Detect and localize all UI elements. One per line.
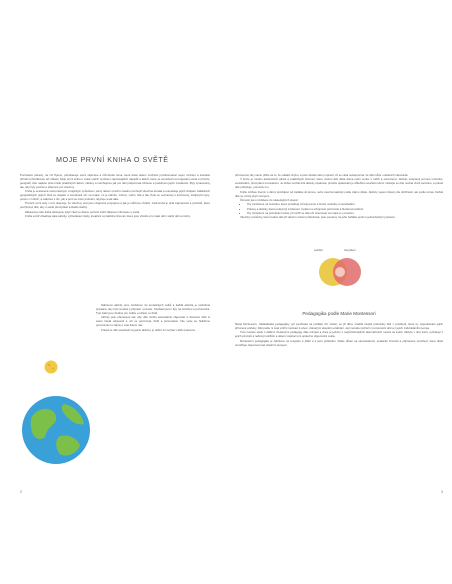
paragraph: Maria Montessori, zakladatelka pedagogiky, jež používala na počátku 20. století, se již dříve snažila zlepšit podmínky dětí v prostředí, které by respektovalo jejich přirozené potřeby. Děti podle ní mají vnitřní motivaci k učení, dokud jim dospělí nezabrání. Její metoda vychází z pozorování dětí a z jejich individuálního tempa. [235,323,443,330]
venn-circles [316,255,364,289]
paragraph: přirozenost, aby samo přišlo na to, že udělalo chybu, a poté zkusilo sám ji opravit. Ať se však nezapomíná, že dítě může i ostatních nápověda. [235,174,409,177]
list-item: • Pokusy a aktivity, které podporují zvídavost, myšlení a schopnost pozorovat a hledat souvislosti. [247,208,443,212]
paragraph: Zábavná je tato kniha dostupná, když cílem je dětem pomoct tvořit zábavné informace o světě. [25,210,141,214]
list-item: • Hry zaměřené na motoriku, které pomáhají rozvoji jemné a hrubé motoriky a soustředění. [247,203,443,207]
bullets-intro: Činnosti jsou rozdělené do následujících skupin: [240,198,299,202]
paragraph: Kniha je sestavena srozumitelným a logickým způsobem, který dětem umožní snadno pochopit všechna témata a respektuje jejich chápání základních geografických pojmů. Děti se mapám a zeměkouli učí: na mapě, co je nahoře, zvířecí, vodní, lidé a tak. Poté se seznamují s kontinenty, krajinnými typy, potom v mořích, a nakonec s tím, jak a proč se mění podnebí, obyčeje a tak dále. [20,190,210,202]
paragraph: Tuto metodu spolu s dalšími zkušenými pedagogy dále rozvíjeli a dnes je jednou z nejrozšířenějších alternativních metod na světě. Aktivity v této knize vycházejí z jejích principů a nabízejí rodičům a dětem inspiraci pro společné objevování světa. [235,331,443,339]
section-heading: Pedagogika podle Marie Montessori [302,311,376,316]
venn-diagram [304,249,376,305]
right-page [226,0,452,584]
paragraph: Kniha uvnitř obsahuje také aktivity, vyhledávací úkoly, kreativní a praktické činnosti, které jsou vhodné pro malé děti i starší děti a rodiny. [25,215,191,219]
venn-overlap [335,267,345,277]
right-top-column [235,174,443,221]
list-item: • Hry zaměřené na poznávání světa, při nichž se dítě učí orientovat na mapě a v prostoru. [247,212,443,216]
paragraph: Prvních zemí tedy v tom objevuje, že všechny věci jsou vzájemně propojené a jak je můžeme chránit. Celá kniha je plná zajímavostí a podnětů, které povzbuzují dítě, aby o světě přemýšlelo a kladlo otázky. [20,202,210,210]
small-planet-icon [44,360,58,374]
paragraph: Knihu můžete čtením s dětmi procházet od začátku do konce, nebo otevírat kapitoly podle zájmu dítěte. Aktivity nejsou řazeny dle obtížnosti, ale podle témat. Každé dítě se rozvíjí jiným tempem. [235,190,443,198]
paragraph: Poznávání planety, na níž žijeme, představuje velmi zajímavé a různorodé téma, které dává dětem možnost prozkoumávat nejen rozvitou a součástí přírodní přírodkovou též oblasti. Moje první kniha o světě nabízí mnohem zajímavějších nápadů a aktivit, které se soustředí na fungování světa a přírodu, geografii, Zde najdete plnou řadu praktických aktivit, zábavy a navrhujeme jak pro děti podporovat zdravou a podobnou jejich zvědavost. Byly zpracovány tak, aby byly poctivé a příjemné pro všechny. [20,174,210,189]
paragraph: Pokud se dítě soustředí na jednu aktivitu, je dobré ho nechat v klidu pracovat. [101,328,196,332]
left-intro-column [20,174,210,219]
diagram-left-label: postřeh [314,249,323,252]
montessori-column [235,323,443,348]
paragraph: Aktivity jsou připravené tak, aby dítě mohlo samostatně objevovat a zkoumat. Dítě si samo hledá odpovědi a učí se pozorovat, třídit a porovnávat. Vše vede ke hlubšímu porozumění a zájmu o svět kolem nás. [96,316,210,328]
paragraph: Montessori pedagogika je založena na respektu k dítěti a k jeho potřebám. Klade důraz na samostatnost, praktické činnosti a připravené prostředí, které dítěti umožňuje objevovat svět vlastním tempem. [235,339,443,347]
activity-list [235,203,443,215]
paragraph: Nabízené aktivity jsou rozdělené do tematických celků a každá aktivita je podrobně popsána, aby bylo snadné ji připravit i provést. Součástí jsou i tipy na rozšíření a pozorování. Tyto části jsou vhodné pro rodiče a učitele ve třídě. [96,304,210,315]
page-title: MOJE PRVNÍ KNIHA O SVĚTĚ [56,155,169,164]
diagram-right-label: zamyšlení [344,249,356,252]
paragraph: Všechny pomůcky, které budou děti při daném cvičení potřebovat, jsou uvedeny na jeho začátku spolu s jednoduchým popisem. [240,216,396,220]
earth-icon [20,394,92,466]
left-narrow-column [96,304,210,333]
page-number: 2 [20,490,22,494]
page-number: 3 [441,490,443,494]
paragraph: V knize je mnoho konkrétních aktivit a praktických činností, které mohou děti dělat doma nebo venku s rodiči a sourozenci. Aktivity podporují jemnou motoriku, soustředění, přemýšlení a kreativitu. Je dobré nechat dítě aktivity opakovat, protože opakování je důležitou součástí učení. Nebojte se dítě nechat chvíli samotné, a pokud dítě potřebuje, pomozte mu. [235,178,443,190]
